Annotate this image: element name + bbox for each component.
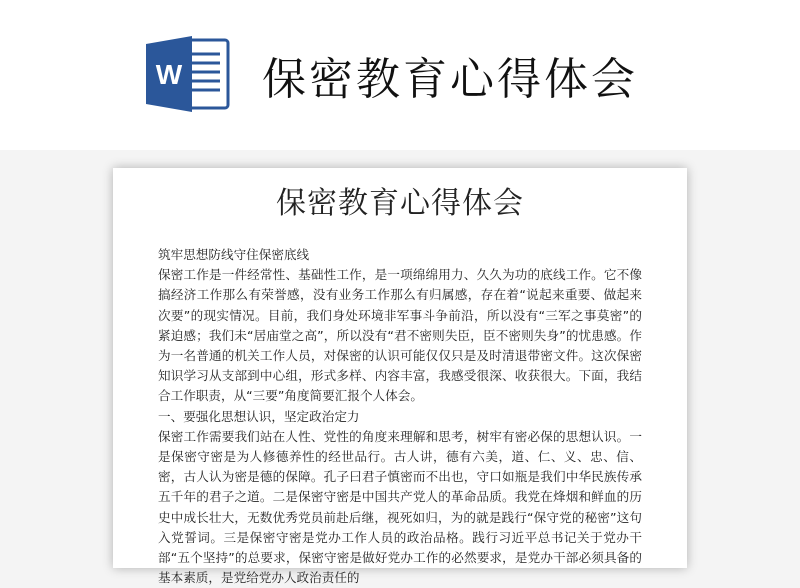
- document-paragraph: 保密工作是一件经常性、基础性工作，是一项绵绵用力、久久为功的底线工作。它不像搞经济工作那么有荣誉感，没有业务工作那么有归属感，存在着“说起来重要、做起来次要”的现实情况。目前，我们身处环境非军事斗争前沿，所以没有“三军之事莫密”的紧迫感；我们未“居庙堂之高”，所以没有“君不密则失臣，臣不密则失身”的忧患感。作为一名普通的机关工作人员，对保密的认识可能仅仅只是及时清退带密文件。这次保密知识学习从支部到中心组，形式多样、内容丰富，我感受很深、收获很大。下面，我结合工作职责，从“三要”角度简要汇报个人体会。: [158, 267, 642, 404]
- document-body: [158, 245, 642, 588]
- document-title: 保密教育心得体会: [276, 186, 524, 221]
- section-heading: 一、要强化思想认识，坚定政治定力: [158, 408, 360, 424]
- document-subtitle: 筑牢思想防线守住保密底线: [158, 247, 310, 262]
- banner: [0, 0, 800, 150]
- document-paragraph: 保密工作需要我们站在人性、党性的角度来理解和思考，树牢有密必保的思想认识。一是保密守密是为人修德养性的经世品行。古人讲，德有六美，道、仁、义、忠、信、密，古人认为密是德的保障。孔子曰君子慎密而不出也，守口如瓶是我们中华民族传承五千年的君子之道。二是保密守密是中国共产党人的革命品质。我党在烽烟和鲜血的历史中成长壮大，无数优秀党员前赴后继，视死如归，为的就是践行“保守党的秘密”这句入党誓词。三是保密守密是党办工作人员的政治品格。践行习近平总书记关于党办干部“五个坚持”的总要求，保密守密是做好党办工作的必然要求，是党办干部必须具备的基本素质，是党给党办人政治责任的: [158, 428, 642, 586]
- banner-title: 保密教育心得体会: [262, 54, 638, 105]
- word-logo-letter: W: [155, 59, 183, 90]
- microsoft-word-icon: [144, 34, 230, 114]
